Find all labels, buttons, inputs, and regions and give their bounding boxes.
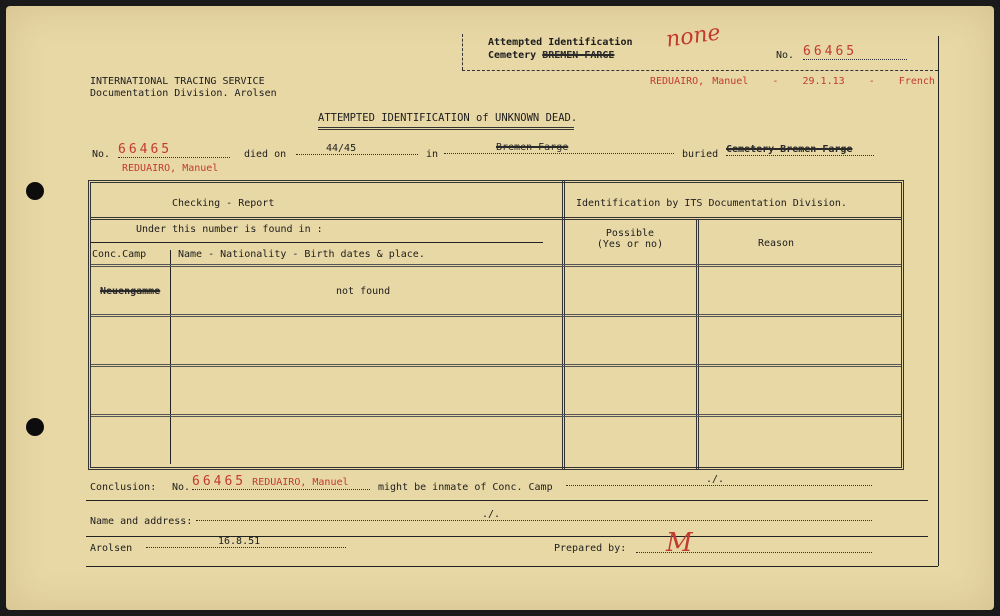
table-row-1-camp: Neuengamme	[100, 286, 161, 297]
col-name-header: Name - Nationality - Birth dates & place.	[178, 249, 425, 260]
col-possible-header: Possible (Yes or no)	[596, 228, 664, 250]
in-label: in	[426, 149, 439, 160]
table-row-1-name: not found	[336, 286, 391, 297]
header-no-value: 66465	[803, 44, 907, 60]
org-line-2: Documentation Division. Arolsen	[90, 88, 277, 99]
footer-place: Arolsen	[90, 543, 133, 554]
header-box-cemetery-struck: BREMEN-FARGE	[542, 50, 615, 61]
header-box-right-border	[938, 36, 939, 566]
conclusion-no-value: 66465 REDUAIRO, Manuel	[192, 474, 370, 490]
footer-date: 16.8.51	[146, 536, 346, 548]
identification-header: Identification by ITS Documentation Division.	[576, 198, 847, 209]
header-box-line1: Attempted Identification	[488, 37, 633, 48]
record-no-value: 66465	[118, 142, 230, 158]
footer-rule	[86, 566, 938, 567]
punch-hole-top	[26, 182, 44, 200]
column-header-rule	[91, 264, 901, 267]
under-number-rule	[91, 242, 543, 243]
handwritten-none-note: none	[664, 20, 723, 53]
table-camp-divider	[170, 250, 171, 464]
buried-value: Cemetery Bremen-Farge	[726, 144, 874, 156]
prepared-by-label: Prepared by:	[554, 543, 627, 554]
document-card	[6, 6, 994, 610]
header-box-line2: Cemetery BREMEN-FARGE	[488, 50, 615, 61]
header-box-left-border	[462, 34, 463, 70]
record-stamp-name: REDUAIRO, Manuel	[122, 163, 219, 174]
conclusion-no-label: No.	[172, 482, 191, 493]
signature: M	[666, 528, 693, 558]
table-header-rule	[91, 217, 901, 220]
in-value: Bremen-Farge	[444, 142, 674, 154]
form-title-underline	[318, 127, 574, 130]
header-no-label: No.	[776, 50, 795, 61]
conclusion-label: Conclusion:	[90, 482, 157, 493]
conclusion-camp-value: ./.	[566, 474, 872, 486]
buried-label: buried	[682, 149, 719, 160]
row-rule-3	[91, 414, 901, 417]
org-line-1: INTERNATIONAL TRACING SERVICE	[90, 76, 265, 87]
col-reason-header: Reason	[757, 238, 795, 249]
conclusion-might-be: might be inmate of Conc. Camp	[378, 482, 553, 493]
died-on-value: 44/45	[296, 143, 418, 155]
row-rule-1	[91, 314, 901, 317]
table-main-divider	[562, 180, 565, 470]
conclusion-rule	[86, 500, 928, 501]
checking-report-header: Checking - Report	[172, 198, 275, 209]
table-possible-divider	[696, 220, 699, 470]
row-rule-2	[91, 364, 901, 367]
record-no-label: No.	[92, 149, 111, 160]
died-on-label: died on	[244, 149, 287, 160]
col-camp-header: Conc.Camp	[92, 249, 147, 260]
form-title: ATTEMPTED IDENTIFICATION of UNKNOWN DEAD.	[318, 112, 578, 124]
person-stamp: REDUAIRO, Manuel - 29.1.13 - French	[650, 76, 935, 87]
punch-hole-bottom	[26, 418, 44, 436]
name-address-value: ./.	[196, 509, 872, 521]
header-box-bottom-border	[462, 70, 938, 71]
under-number-header: Under this number is found in :	[136, 224, 323, 235]
name-address-label: Name and address:	[90, 516, 193, 527]
